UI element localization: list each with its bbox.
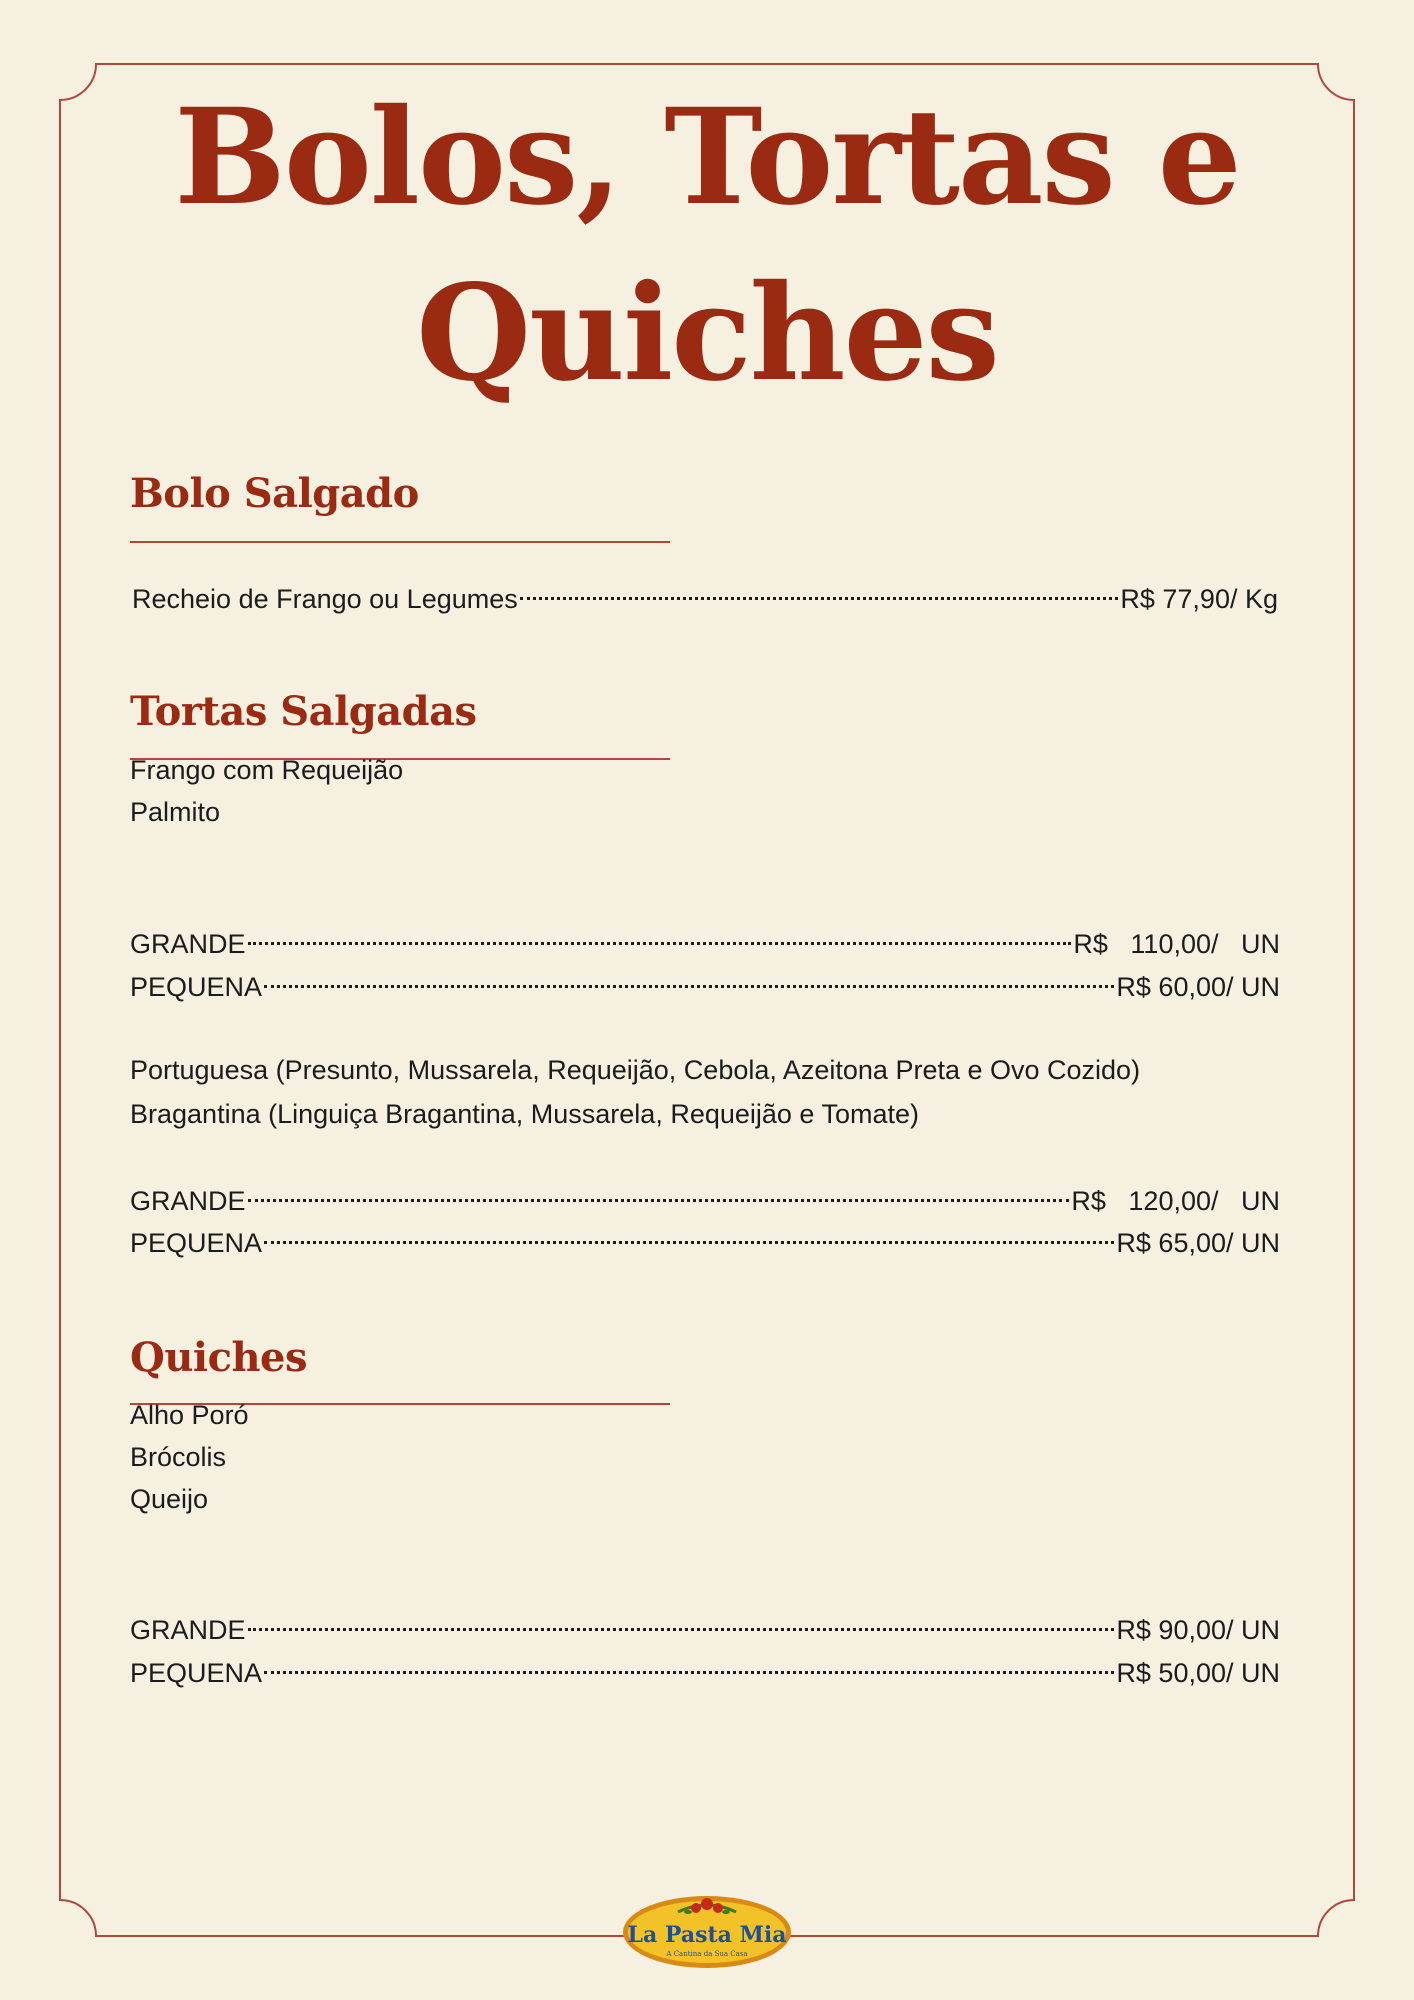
section-title-quiches: Quiches <box>130 1334 308 1381</box>
dot-leader <box>520 597 1119 600</box>
price-row-recheio <box>132 578 1278 620</box>
size-label: PEQUENA <box>130 1228 263 1258</box>
price-row-grande <box>130 1609 1280 1651</box>
list-item: Queijo <box>130 1484 209 1514</box>
list-item: Bragantina (Linguiça Bragantina, Mussarela, Requeijão e Tomate) <box>130 1099 919 1129</box>
list-item: Frango com Requeijão <box>130 755 404 785</box>
la-pasta-mia-logo <box>620 1892 794 1972</box>
dot-leader <box>248 1628 1115 1631</box>
dot-leader <box>248 1199 1070 1202</box>
size-price: R$ 90,00/ UN <box>1116 1615 1280 1645</box>
price-row-pequena <box>130 1222 1280 1264</box>
section-title-bolo-salgado: Bolo Salgado <box>130 470 419 517</box>
page-title <box>0 70 1414 422</box>
size-price: R$ 50,00/ UN <box>1116 1658 1280 1688</box>
logo-name: La Pasta Mia <box>627 1922 787 1948</box>
size-label: GRANDE <box>130 1186 246 1216</box>
section-title-tortas-salgadas: Tortas Salgadas <box>130 688 477 735</box>
list-item: Palmito <box>130 797 221 827</box>
list-item: Brócolis <box>130 1442 227 1472</box>
size-price: R$ 120,00/ UN <box>1071 1186 1280 1216</box>
list-item: Portuguesa (Presunto, Mussarela, Requeijão, Cebola, Azeitona Preta e Ovo Cozido) <box>130 1055 1141 1085</box>
size-price: R$ 110,00/ UN <box>1073 929 1280 959</box>
price-row-pequena <box>130 966 1280 1008</box>
price-row-pequena <box>130 1652 1280 1694</box>
size-price: R$ 60,00/ UN <box>1116 972 1280 1002</box>
size-label: PEQUENA <box>130 1658 263 1688</box>
page-title-line-1: Bolos, Tortas e <box>174 80 1240 235</box>
item-label: Recheio de Frango ou Legumes <box>132 584 518 614</box>
size-label: GRANDE <box>130 1615 246 1645</box>
logo-tagline: A Cantina da Sua Casa <box>666 1950 748 1958</box>
price-row-grande <box>130 1180 1280 1222</box>
price-row-grande <box>130 923 1280 965</box>
list-item: Alho Poró <box>130 1400 249 1430</box>
size-label: PEQUENA <box>130 972 263 1002</box>
item-price: R$ 77,90/ Kg <box>1120 584 1278 614</box>
size-price: R$ 65,00/ UN <box>1116 1228 1280 1258</box>
page-title-line-2: Quiches <box>416 256 998 411</box>
dot-leader <box>264 1671 1114 1674</box>
dot-leader <box>264 1241 1114 1244</box>
dot-leader <box>264 985 1114 988</box>
size-label: GRANDE <box>130 929 246 959</box>
dot-leader <box>248 942 1072 945</box>
section-divider <box>130 541 670 543</box>
